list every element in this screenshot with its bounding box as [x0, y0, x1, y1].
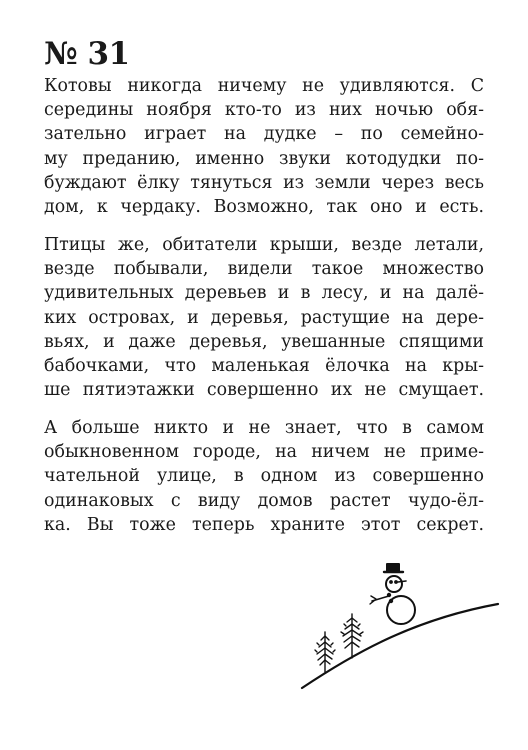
text-line: зательно играет на дудке – по семейно-: [44, 124, 484, 145]
text-line: ше пятиэтажки совершенно их не смущает.: [44, 380, 484, 401]
text-line: чательной улице, в одном из совершенно: [44, 466, 484, 487]
tree-icon: [315, 632, 335, 672]
text-line: ка. Вы тоже теперь храните этот секрет.: [44, 514, 484, 535]
text-line: одинаковых с виду домов растет чудо-ёл-: [44, 490, 484, 511]
text-line: му преданию, именно звуки котодудки по-: [44, 148, 484, 169]
text-line: середины ноября кто-то из них ночью обя-: [44, 100, 484, 121]
paragraph-1: [44, 74, 484, 219]
text-line: бабочками, что маленькая ёлочка на кры-: [44, 356, 484, 377]
paragraph-3: [44, 416, 484, 537]
snowman-on-hill-icon: [300, 548, 500, 698]
text-line: удивительных деревьев и в лесу, и на далё-: [44, 283, 484, 304]
page-title: № 31: [44, 36, 130, 72]
snowman: [370, 564, 415, 624]
paragraph-2: [44, 233, 484, 402]
text-line: везде побывали, видели такое множество: [44, 259, 484, 280]
text-line: обыкновенном городе, на ничем не приме-: [44, 442, 484, 463]
text-line: дом, к чердаку. Возможно, так оно и есть.: [44, 197, 484, 218]
text-line: ких островах, и деревья, растущие на дере-: [44, 307, 484, 328]
text-line: Котовы никогда ничему не удивляются. С: [44, 76, 484, 96]
tree-icon: [341, 614, 363, 658]
text-line: А больше никто и не знает, что в самом: [44, 418, 484, 438]
hill-line: [302, 604, 498, 688]
text-line: Птицы же, обитатели крыши, везде летали,: [44, 235, 484, 255]
text-line: буждают ёлку тянуться из земли через весь: [44, 172, 484, 193]
text-line: вьях, и даже деревья, увешанные спящими: [44, 331, 484, 352]
